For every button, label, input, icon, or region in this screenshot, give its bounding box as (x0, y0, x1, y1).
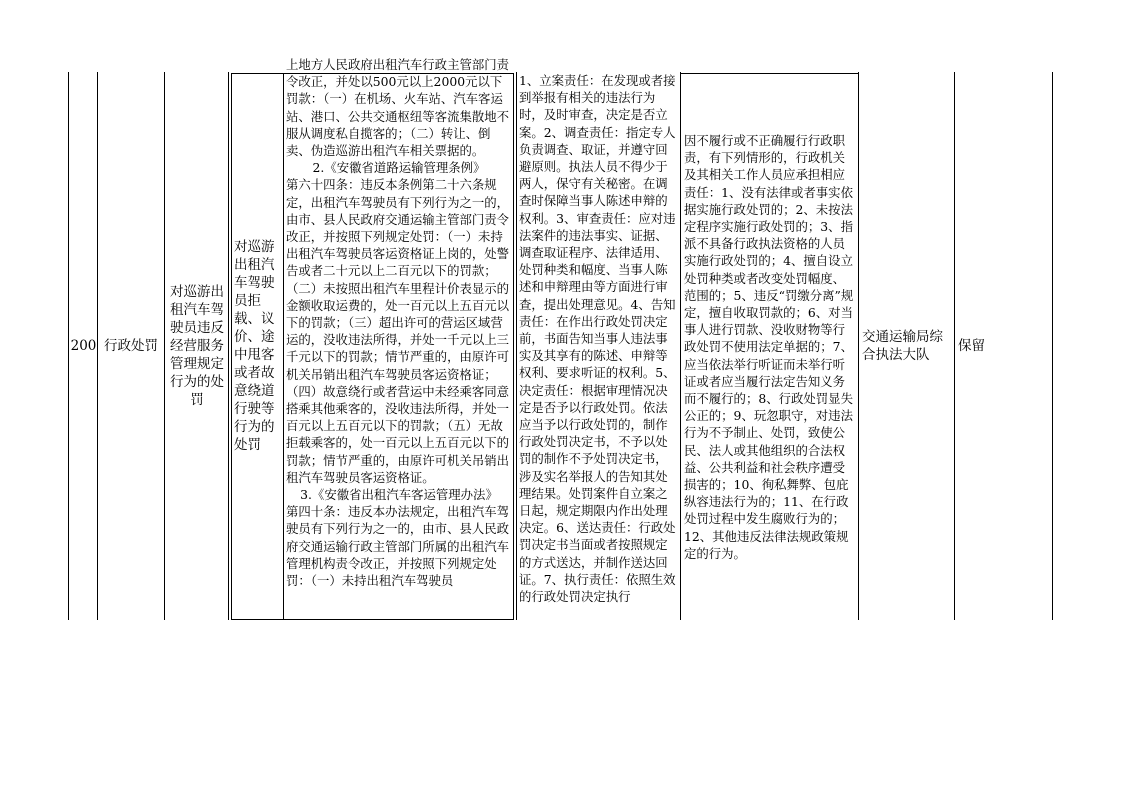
basis-paragraph: 第四十条：违反本办法规定，出租汽车驾驶员有下列行为之一的，由市、县人民政府交通运输行政主管部门所属的出租汽车管理机构责令改正，并按照下列规定处罚：（一）未持出租汽车驾驶员 (286, 504, 510, 589)
accountability (682, 74, 858, 620)
basis-border-right (513, 73, 514, 620)
basis-heading: 3.《安徽省出租汽车客运管理办法》 (300, 487, 498, 503)
status (956, 72, 1052, 620)
accountability-text: 因不履行或不正确履行行政职责，有下列情形的，行政机关及其相关工作人员应承担相应责任：1、没有法律或者事实依据实施行政处罚的；2、未按法定程序实施行政处罚的；3、指派不具备行政执法资格的人员实施行政处罚的；4、擅自设立处罚种类或者改变处罚幅度、范围的；5、违反“罚缴分离”规定，擅自收取罚款的；6、对当事人进行罚款、没收财物等行政处罚不使用法定单据的；7、应当依法举行听证而未举行听证或者应当履行法定告知义务而不履行的；8、行政处罚显失公正的；9、玩忽职守，对违法行为不予制止、处罚，致使公民、法人或其他组织的合法权益、公共利益和社会秩序遭受损害的；10、徇私舞弊、包庇纵容违法行为的；11、在行政处罚过程中发生腐败行为的；12、其他违反法律法规政策规定的行为。 (684, 132, 854, 561)
sub-item-text: 对巡游出租汽车驾驶员拒载、议价、途中甩客或者故意绕道行驶等行为的处罚 (234, 239, 275, 453)
responsibilities: 1、立案责任：在发现或者接到举报有相关的违法行为时，及时审查，决定是否立案。2、调查责任：指定专人负责调查、取证，并遵守回避原则。执法人员不得少于两人，保守有关秘密。在调查时保障当事人陈述申辩的权利。3、审查责任：应对违法案件的违法事实、证据、调查取证程序、法律适用、处罚种类和幅度、当事人陈述和申辩理由等方面进行审查，提出处理意见。4、告知责任：在作出行政处罚决定前，书面告知当事人违法事实及其享有的陈述、申辩等权利、要求听证的权利。5、决定责任：根据审理情况决定是否予以行政处罚。依法应当予以行政处罚的，制作行政处罚决定书，不予以处罚的制作不予处罚决定书，涉及实名举报人的告知其处理结果。处罚案件自立案之日起，规定期限内作出处理决定。6、送达责任：行政处罚决定书当面或者按照规定的方式送达，并制作送达回证。7、执行责任：依照生效的行政处罚决定执行 (519, 73, 676, 605)
legal-basis (285, 56, 513, 620)
basis-paragraph: 第六十四条：违反本条例第二十六条规定，出租汽车驾驶员有下列行为之一的，由市、县人民政府交通运输主管部门责令改正，并按照下列规定处罚：（一）未持出租汽车驾驶员客运资格证上岗的，处警告或者二十元以上二百元以下的罚款；（二）未按照出租汽车里程计价表显示的金额收取运费的，处一百元以上五百元以下的罚款；（三）超出许可的营运区域营运的，没收违法所得，并处一千元以上三千元以下的罚款；情节严重的，由原许可机关吊销出租汽车驾驶员客运资格证；（四）故意绕行或者营运中未经乘客同意搭乘其他乘客的，没收违法所得，并处一百元以上五百元以下的罚款；（五）无故拒载乘客的，处一百元以上五百元以下的罚款；情节严重的，由原许可机关吊销出租汽车驾驶员客运资格证。 (286, 177, 510, 485)
sub-item-border (231, 73, 232, 620)
column-divider (680, 72, 681, 620)
basis-border-left (283, 73, 284, 620)
basis-paragraph: 上地方人民政府出租汽车行政主管部门责令改正，并处以500元以上2000元以下罚款：（一）在机场、火车站、汽车客运站、港口、公共交通枢纽等客流集散地不服从调度私自揽客的；（二）转让、倒卖、伪造巡游出租汽车相关票据的。 (286, 57, 510, 159)
category: 行政处罚 (104, 338, 158, 354)
column-divider (954, 72, 955, 620)
status-text: 保留 (958, 338, 985, 354)
column-divider (164, 72, 165, 620)
implementing-agency (860, 72, 954, 620)
row-number: 200 (70, 338, 97, 354)
sub-item (233, 72, 282, 620)
column-divider (858, 72, 859, 620)
column-divider (516, 72, 517, 620)
item-name: 对巡游出租汽车驾驶员违反经营服务管理规定行为的处罚 (170, 284, 224, 408)
table-border-left (68, 72, 69, 620)
basis-heading: 2.《安徽省道路运输管理条例》 (312, 160, 486, 176)
agency-text: 交通运输局综合执法大队 (862, 329, 943, 363)
column-divider (228, 72, 229, 620)
table-border-right (1052, 72, 1053, 620)
